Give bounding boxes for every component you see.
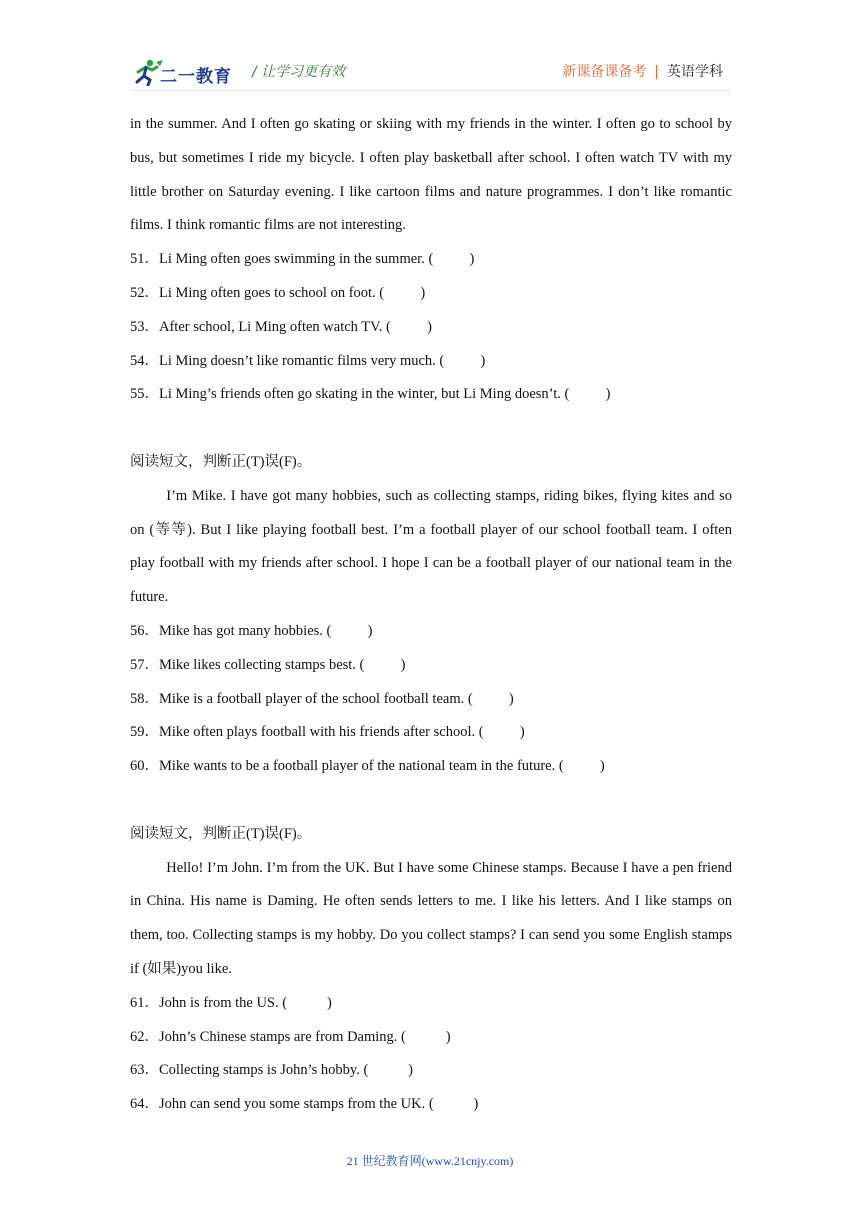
section-spacer (130, 412, 732, 446)
question-58: 58．Mike is a football player of the school football team. ( ) (130, 690, 514, 707)
logo (130, 58, 250, 88)
document-body (130, 108, 732, 1122)
question-55: 55．Li Ming’s friends often go skating in the winter, but Li Ming doesn’t. ( ) (130, 386, 611, 403)
runner-logo-icon (130, 58, 164, 86)
question-57: 57．Mike likes collecting stamps best. ( ) (130, 656, 406, 673)
question-52: 52．Li Ming often goes to school on foot. ( ) (130, 284, 426, 301)
passage-3-text: Hello! I’m John. I’m from the UK. But I have some Chinese stamps. Because I have a pen friend in China. His name is Daming. He often sends letters to me. I like his letters. And I like stamps on them, too. Collecting stamps is my hobby. Do you collect stamps? I can send you some English stamps if (如果)you like. (130, 859, 732, 977)
question-59: 59．Mike often plays football with his friends after school. ( ) (130, 724, 525, 741)
page-header (0, 0, 860, 100)
question-53: 53．After school, Li Ming often watch TV. ( ) (130, 318, 432, 335)
question-56: 56．Mike has got many hobbies. ( ) (130, 622, 373, 639)
header-separator: | (654, 64, 659, 80)
section-spacer (130, 784, 732, 818)
passage-2-text: I’m Mike. I have got many hobbies, such as collecting stamps, riding bikes, flying kites and so on (等等). But I like playing football best. I’m a football player of our school football team. I often play football with my friends after school. I hope I can be a football player of our national team in the future. (130, 487, 732, 606)
question-61: 61．John is from the US. ( ) (130, 994, 332, 1011)
question-62: 62．John’s Chinese stamps are from Daming. ( ) (130, 1028, 451, 1045)
slogan: / 让学习更有效 (252, 64, 346, 80)
passage-1-text: in the summer. And I often go skating or skiing with my friends in the winter. I often go to school by bus, but sometimes I ride my bicycle. I often play basketball after school. I often watch TV with my little brother on Saturday evening. I like cartoon films and nature programmes. I don’t like romantic films. I think romantic films are not interesting. (130, 116, 732, 234)
question-60: 60．Mike wants to be a football player of the national team in the future. ( ) (130, 758, 605, 775)
question-64: 64．John can send you some stamps from the UK. ( ) (130, 1096, 479, 1113)
question-54: 54．Li Ming doesn’t like romantic films very much. ( ) (130, 352, 486, 369)
header-course-label: 新课备课备考 (562, 64, 647, 80)
page-footer[interactable]: 21 世纪教育网(www.21cnjy.com) (346, 1154, 514, 1168)
header-divider (130, 90, 731, 91)
passage-2-instruction: 阅读短文，判断正(T)误(F)。 (130, 453, 312, 470)
logo-text: 二一教育 (160, 67, 232, 87)
header-subject-label: 英语学科 (667, 64, 723, 80)
question-63: 63．Collecting stamps is John’s hobby. ( ) (130, 1062, 414, 1079)
passage-3-instruction: 阅读短文，判断正(T)误(F)。 (130, 825, 312, 842)
question-51: 51．Li Ming often goes swimming in the summer. ( ) (130, 251, 475, 268)
header-subject (562, 61, 723, 81)
